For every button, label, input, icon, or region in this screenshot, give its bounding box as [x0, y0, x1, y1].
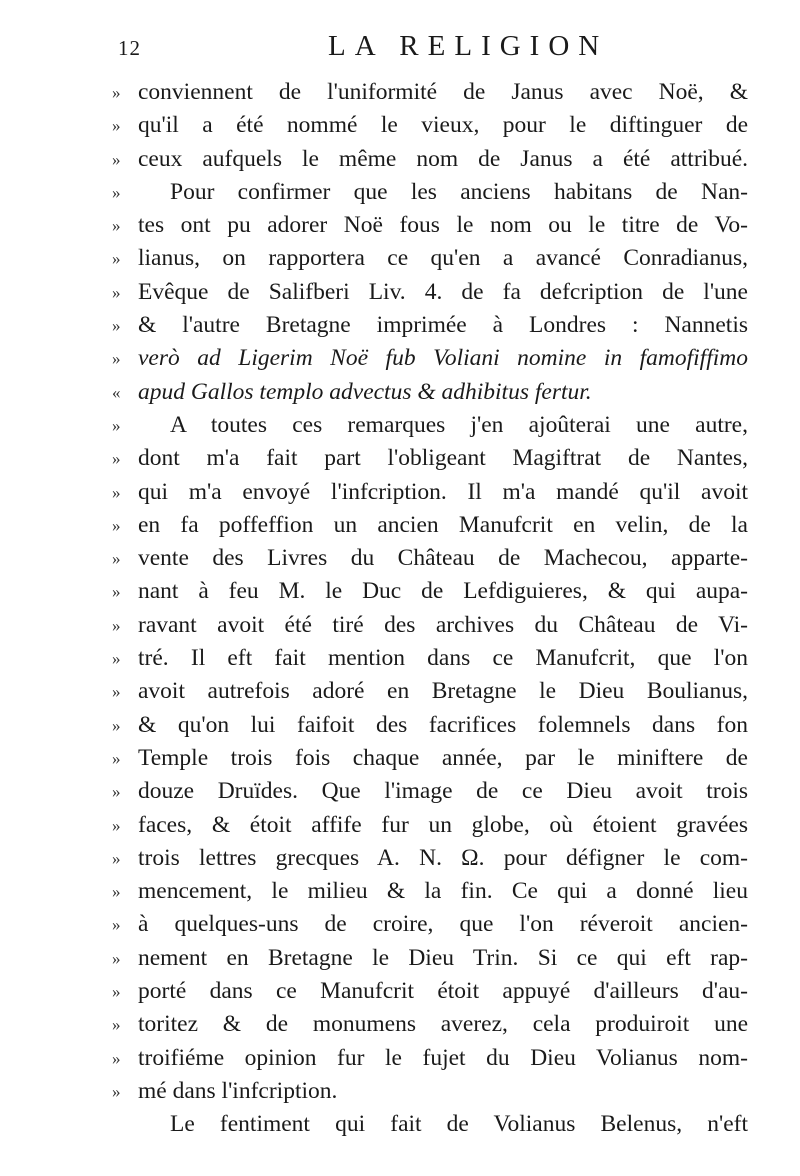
text-line-final	[138, 1108, 748, 1141]
line-text: en fa poffeffion un ancien Manufcrit en velin, de la	[138, 511, 748, 538]
quote-mark: »	[112, 815, 121, 835]
line-text: ravant avoit été tiré des archives du Château de Vi-	[138, 611, 748, 638]
text-line	[112, 409, 748, 442]
line-text: à quelques-uns de croire, que l'on réveroit ancien-	[138, 911, 748, 938]
quote-mark: »	[112, 715, 121, 735]
text-line	[112, 609, 748, 642]
quote-mark: »	[112, 982, 121, 1002]
quote-mark: »	[112, 848, 121, 868]
text-line	[112, 476, 748, 509]
line-text: Le fentiment qui fait de Volianus Belenus, n'eft	[170, 1111, 748, 1138]
text-line	[112, 875, 748, 908]
line-text: troifiéme opinion fur le fujet du Dieu Volianus nom-	[138, 1044, 748, 1071]
quote-mark: »	[112, 482, 121, 502]
text-line	[112, 109, 748, 142]
quote-mark: »	[112, 915, 121, 935]
text-line	[112, 742, 748, 775]
line-text: & qu'on lui faifoit des facrifices folemnels dans fon	[138, 711, 748, 738]
quote-mark: »	[112, 182, 121, 202]
page-header	[118, 30, 758, 70]
text-line	[112, 242, 748, 275]
line-text: tré. Il eft fait mention dans ce Manufcrit, que l'on	[138, 645, 748, 672]
quote-mark: »	[112, 316, 121, 336]
line-text: douze Druïdes. Que l'image de ce Dieu avoit trois	[138, 778, 748, 805]
quote-mark: »	[112, 582, 121, 602]
line-text: toritez & de monumens averez, cela produiroit une	[138, 1011, 748, 1038]
quote-mark: »	[112, 149, 121, 169]
line-text: lianus, on rapportera ce qu'en a avancé Conradianus,	[138, 245, 748, 272]
quote-mark: »	[112, 216, 121, 236]
line-text: ceux aufquels le même nom de Janus a été attribué.	[138, 145, 748, 172]
line-text: porté dans ce Manufcrit étoit appuyé d'ailleurs d'au-	[138, 978, 748, 1005]
text-line	[112, 775, 748, 808]
text-line	[112, 176, 748, 209]
quote-mark: »	[112, 782, 121, 802]
page-number: 12	[118, 36, 141, 60]
quote-mark: »	[112, 948, 121, 968]
text-line	[112, 709, 748, 742]
line-text: mencement, le milieu & la fin. Ce qui a donné lieu	[138, 878, 748, 905]
quote-mark: »	[112, 282, 121, 302]
text-line	[112, 309, 748, 342]
quote-mark: »	[112, 515, 121, 535]
quote-mark: «	[112, 382, 121, 402]
quote-mark: »	[112, 116, 121, 136]
quote-mark: »	[112, 415, 121, 435]
quote-mark: »	[112, 1015, 121, 1035]
line-text: mé dans l'infcription.	[138, 1077, 338, 1104]
quote-mark: »	[112, 449, 121, 469]
line-text: nant à feu M. le Duc de Lefdiguieres, & qui aupa-	[138, 578, 748, 605]
quote-mark: »	[112, 615, 121, 635]
text-line	[112, 1008, 748, 1041]
text-line	[112, 1042, 748, 1075]
text-line	[112, 975, 748, 1008]
line-text: qui m'a envoyé l'infcription. Il m'a mandé qu'il avoit	[138, 478, 748, 505]
line-text: verò ad Ligerim Noë fub Voliani nomine in famofiffimo	[138, 345, 748, 372]
quote-mark: »	[112, 1048, 121, 1068]
line-text: qu'il a été nommé le vieux, pour le diftinguer de	[138, 112, 748, 139]
line-text: vente des Livres du Château de Machecou, apparte-	[138, 545, 748, 572]
quote-mark: »	[112, 882, 121, 902]
text-line	[112, 542, 748, 575]
text-line	[112, 575, 748, 608]
line-text: Temple trois fois chaque année, par le miniftere de	[138, 744, 748, 771]
text-line	[112, 509, 748, 542]
text-line	[112, 675, 748, 708]
text-line-latin	[112, 342, 748, 375]
quote-mark: »	[112, 83, 121, 102]
text-line	[112, 76, 748, 109]
text-line	[112, 942, 748, 975]
text-line	[112, 442, 748, 475]
quote-mark: »	[112, 748, 121, 768]
line-text: avoit autrefois adoré en Bretagne le Dieu Boulianus,	[138, 678, 748, 705]
line-text: nement en Bretagne le Dieu Trin. Si ce qui eft rap-	[138, 944, 748, 971]
text-line	[112, 842, 748, 875]
quote-mark: »	[112, 1081, 121, 1101]
quote-mark: »	[112, 682, 121, 702]
text-line	[112, 642, 748, 675]
line-text: faces, & étoit affife fur un globe, où étoient gravées	[138, 811, 748, 838]
quote-mark: »	[112, 349, 121, 369]
running-title: LA RELIGION	[328, 30, 609, 62]
line-text: A toutes ces remarques j'en ajoûterai une autre,	[170, 411, 748, 438]
text-line	[112, 1075, 748, 1108]
text-line	[112, 908, 748, 941]
body-text	[112, 76, 748, 1142]
text-line-latin	[112, 376, 748, 409]
text-line	[112, 143, 748, 176]
quote-mark: »	[112, 249, 121, 269]
line-text: & l'autre Bretagne imprimée à Londres : Nannetis	[138, 312, 748, 339]
line-text: Evêque de Salifberi Liv. 4. de fa defcription de l'une	[138, 278, 748, 305]
text-line	[112, 276, 748, 309]
line-text: Pour confirmer que les anciens habitans de Nan-	[170, 178, 748, 205]
line-text: conviennent de l'uniformité de Janus avec Noë, &	[138, 79, 748, 105]
line-text: tes ont pu adorer Noë fous le nom ou le titre de Vo-	[138, 212, 748, 239]
text-line	[112, 209, 748, 242]
line-text: apud Gallos templo advectus & adhibitus fertur.	[138, 378, 592, 405]
line-text: trois lettres grecques A. N. Ω. pour défigner le com-	[138, 844, 748, 871]
line-text: dont m'a fait part l'obligeant Magiftrat de Nantes,	[138, 445, 748, 472]
quote-mark: »	[112, 549, 121, 569]
quote-mark: »	[112, 649, 121, 669]
text-line	[112, 809, 748, 842]
